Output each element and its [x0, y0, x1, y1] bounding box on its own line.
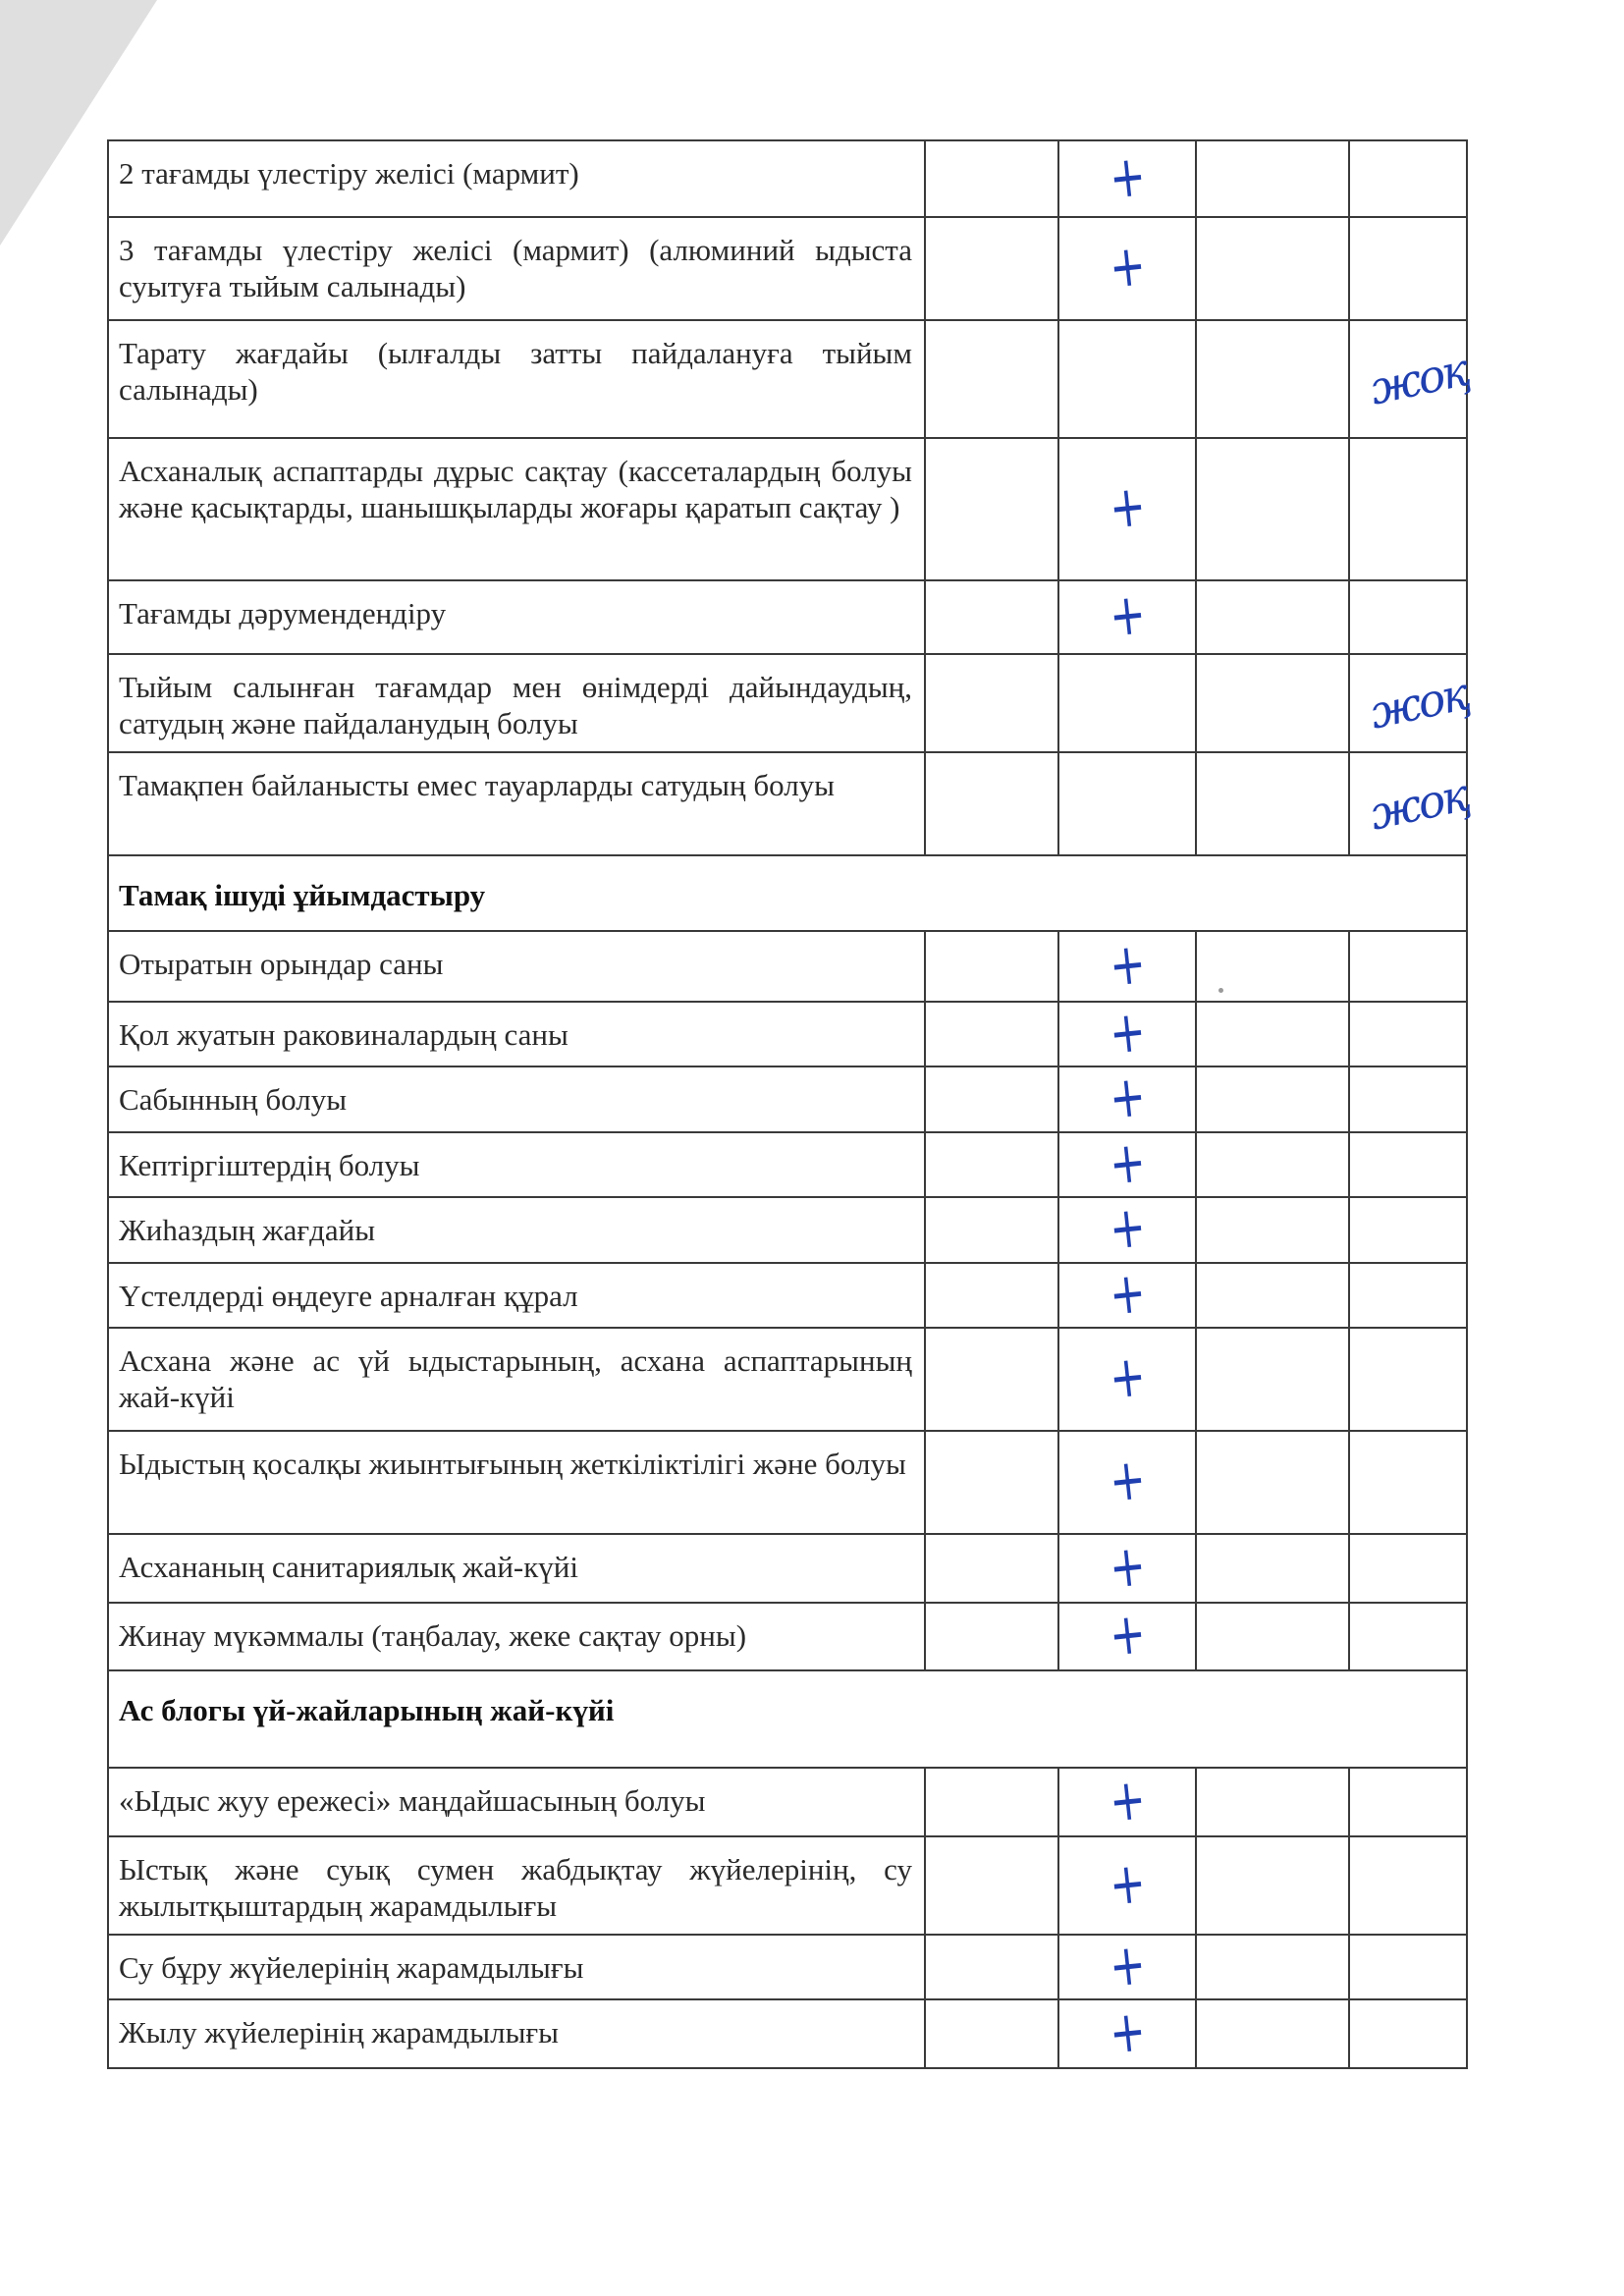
mark-cell-col-4: [1349, 1534, 1467, 1603]
criterion-label: 2 тағамды үлестіру желісі (мармит): [108, 140, 925, 217]
mark-cell-col-3: [1196, 217, 1349, 320]
criterion-label: Ыстық және суық сумен жабдықтау жүйелерінің, су жылытқыштардың жарамдылығы: [108, 1836, 925, 1935]
mark-cell-col-1: [925, 320, 1058, 438]
checklist-row: [108, 1066, 1467, 1132]
mark-cell-col-2: [1058, 1192, 1196, 1263]
criterion-label: Сабынның болуы: [108, 1066, 925, 1132]
mark-cell-col-2: [1058, 140, 1196, 217]
mark-cell-col-4: [1349, 1431, 1467, 1534]
mark-cell-col-3: [1196, 1197, 1349, 1263]
mark-cell-col-1: [925, 438, 1058, 580]
handwritten-plus-mark: +: [1106, 1341, 1149, 1412]
mark-cell-col-1: [925, 1534, 1058, 1603]
checklist-row: [108, 1999, 1467, 2068]
criterion-label: Үстелдерді өңдеуге арналған құрал: [108, 1263, 925, 1328]
checklist-row: [108, 1935, 1467, 1999]
mark-cell-col-4: [1349, 654, 1472, 752]
mark-cell-col-1: [925, 1328, 1058, 1431]
criterion-label: Тағамды дәрумендендіру: [108, 580, 925, 654]
mark-cell-col-2: [1058, 928, 1196, 1002]
mark-cell-col-2: [1058, 1257, 1196, 1329]
checklist-row: [108, 1603, 1467, 1670]
checklist-row: [108, 1132, 1467, 1197]
mark-cell-col-2: [1058, 1328, 1196, 1431]
mark-cell-col-1: [925, 1066, 1058, 1132]
checklist-row: [108, 140, 1467, 217]
mark-cell-col-1: [925, 1768, 1058, 1836]
mark-cell-col-1: [925, 1197, 1058, 1263]
checklist-row: [108, 320, 1467, 438]
mark-cell-col-3: [1196, 1066, 1349, 1132]
handwritten-plus-mark: +: [1106, 1530, 1149, 1602]
checklist-row: [108, 1328, 1467, 1431]
handwritten-plus-mark: +: [1106, 1599, 1149, 1669]
criterion-label: «Ыдыс жуу ережесі» маңдайшасының болуы: [108, 1768, 925, 1836]
checklist-row: [108, 752, 1467, 855]
mark-cell-col-2: [1058, 1995, 1196, 2068]
mark-cell-col-3: [1196, 580, 1349, 654]
handwritten-plus-mark: +: [1106, 1126, 1149, 1198]
criterion-label: Жылу жүйелерінің жарамдылығы: [108, 1999, 925, 2068]
mark-cell-col-1: [925, 1263, 1058, 1328]
mark-cell-col-2: [1058, 996, 1196, 1067]
mark-cell-col-1: [925, 752, 1058, 855]
handwritten-plus-mark: +: [1106, 996, 1149, 1067]
mark-cell-col-3: [1196, 1263, 1349, 1328]
mark-cell-col-2: [1058, 320, 1196, 438]
mark-cell-col-3: [1196, 1836, 1349, 1935]
handwritten-no-mark: жоқ: [1365, 667, 1472, 739]
checklist-row: [108, 931, 1467, 1002]
handwritten-plus-mark: +: [1106, 471, 1149, 542]
mark-cell-col-2: [1058, 1599, 1196, 1670]
mark-cell-col-4: [1349, 1768, 1467, 1836]
mark-cell-col-3: [1196, 1935, 1349, 1999]
mark-cell-col-4: [1349, 1002, 1467, 1066]
mark-cell-col-4: [1349, 1066, 1467, 1132]
mark-cell-col-4: [1349, 217, 1467, 320]
mark-cell-col-3: [1196, 1999, 1349, 2068]
checklist-row: [108, 1768, 1467, 1836]
handwritten-no-mark: жоқ: [1365, 767, 1472, 841]
criterion-label: Тарату жағдайы (ылғалды затты пайдалануға тыйым салынады): [108, 320, 925, 438]
mark-cell-col-1: [925, 654, 1058, 752]
criterion-label: Тамақпен байланысты емес тауарларды сатудың болуы: [108, 752, 925, 855]
mark-cell-col-1: [925, 1935, 1058, 1999]
mark-cell-col-2: [1058, 1431, 1196, 1534]
mark-cell-col-4: [1349, 1836, 1467, 1935]
mark-cell-col-1: [925, 1603, 1058, 1670]
checklist-row: [108, 1197, 1467, 1263]
handwritten-plus-mark: +: [1106, 1847, 1149, 1919]
mark-cell-col-1: [925, 1836, 1058, 1935]
mark-cell-col-3: [1196, 140, 1349, 217]
mark-cell-col-3: [1196, 1603, 1349, 1670]
handwritten-plus-mark: +: [1106, 1062, 1149, 1132]
mark-cell-col-2: [1058, 438, 1196, 580]
mark-cell-col-1: [925, 1002, 1058, 1066]
section-title: Ас блогы үй-жайларының жай-күйі: [108, 1670, 1467, 1768]
mark-cell-col-3: [1196, 320, 1349, 438]
criterion-label: Асхананың санитариялық жай-күйі: [108, 1534, 925, 1603]
handwritten-plus-mark: +: [1106, 1929, 1149, 2000]
mark-cell-col-4: [1349, 580, 1467, 654]
criterion-label: Тыйым салынған тағамдар мен өнімдерді дайындаудың, сатудың және пайдаланудың болуы: [108, 654, 925, 752]
mark-cell-col-2: [1058, 1126, 1196, 1198]
mark-cell-col-4: [1349, 438, 1467, 580]
mark-cell-col-4: [1349, 1935, 1467, 1999]
mark-cell-col-1: [925, 217, 1058, 320]
criterion-label: 3 тағамды үлестіру желісі (мармит) (алюминий ыдыста суытуға тыйым салынады): [108, 217, 925, 320]
mark-cell-col-4: [1349, 140, 1467, 217]
criterion-label: Асхана және ас үй ыдыстарының, асхана аспаптарының жай-күйі: [108, 1328, 925, 1431]
mark-cell-col-2: [1058, 1530, 1196, 1603]
handwritten-plus-mark: +: [1106, 140, 1149, 212]
checklist-row: [108, 438, 1467, 580]
criterion-label: Кептіргіштердің болуы: [108, 1132, 925, 1197]
mark-cell-col-3: [1196, 438, 1349, 580]
mark-cell-col-2: [1058, 1836, 1196, 1935]
mark-cell-col-4: [1349, 1999, 1467, 2068]
mark-cell-col-1: [925, 1999, 1058, 2068]
checklist-row: [108, 654, 1467, 752]
checklist-row: [108, 1431, 1467, 1534]
mark-cell-col-2: [1058, 1062, 1196, 1132]
mark-cell-col-1: [925, 140, 1058, 217]
checklist-row: [108, 1002, 1467, 1066]
mark-cell-col-2: [1058, 1929, 1196, 2000]
checklist-row: [108, 217, 1467, 320]
mark-cell-col-3: [1196, 752, 1349, 855]
mark-cell-col-3: [1196, 1431, 1349, 1534]
handwritten-plus-mark: +: [1106, 928, 1149, 1000]
mark-cell-col-1: [925, 1431, 1058, 1534]
mark-cell-col-4: [1349, 1328, 1467, 1431]
mark-cell-col-3: [1196, 1534, 1349, 1603]
mark-cell-col-1: [925, 1132, 1058, 1197]
mark-cell-col-1: [925, 580, 1058, 654]
inspection-checklist-table: [107, 139, 1472, 2069]
criterion-label: Ыдыстың қосалқы жиынтығының жеткіліктілігі және болуы: [108, 1431, 925, 1534]
mark-cell-col-3: [1196, 654, 1349, 752]
handwritten-plus-mark: +: [1106, 1995, 1149, 2067]
mark-cell-col-4: [1349, 1132, 1467, 1197]
handwritten-plus-mark: +: [1106, 231, 1149, 301]
checklist-row: [108, 580, 1467, 654]
section-header-row: [108, 1670, 1467, 1768]
mark-cell-col-3: [1196, 1768, 1349, 1836]
checklist-row: [108, 1836, 1467, 1935]
mark-cell-col-3: [1196, 1002, 1349, 1066]
handwritten-plus-mark: +: [1106, 1445, 1149, 1515]
mark-cell-col-4: [1349, 931, 1467, 1002]
mark-cell-col-4: [1349, 1263, 1467, 1328]
mark-cell-col-3: [1196, 1132, 1349, 1197]
mark-cell-col-2: [1058, 654, 1196, 752]
criterion-label: Жинау мүкәммалы (таңбалау, жеке сақтау орны): [108, 1603, 925, 1670]
mark-cell-col-1: [925, 931, 1058, 1002]
criterion-label: Қол жуатын раковиналардың саны: [108, 1002, 925, 1066]
mark-cell-col-3: [1196, 931, 1349, 1002]
mark-cell-col-4: [1349, 752, 1472, 855]
handwritten-plus-mark: +: [1106, 1192, 1149, 1263]
handwritten-plus-mark: +: [1106, 1764, 1149, 1835]
section-title: Тамақ ішуді ұйымдастыру: [108, 855, 1467, 931]
checklist-row: [108, 1263, 1467, 1328]
mark-cell-col-2: [1058, 580, 1196, 654]
section-header-row: [108, 855, 1467, 931]
checklist-row: [108, 1534, 1467, 1603]
mark-cell-col-4: [1349, 320, 1472, 438]
mark-cell-col-2: [1058, 217, 1196, 320]
criterion-label: Асханалық аспаптарды дұрыс сақтау (кассеталардың болуы және қасықтарды, шанышқыларды жоғары қаратып сақтау ): [108, 438, 925, 580]
criterion-label: Жиһаздың жағдайы: [108, 1197, 925, 1263]
mark-cell-col-2: [1058, 752, 1196, 855]
mark-cell-col-2: [1058, 1764, 1196, 1836]
criterion-label: Отыратын орындар саны: [108, 931, 925, 1002]
handwritten-plus-mark: +: [1106, 579, 1149, 650]
mark-cell-col-4: [1349, 1197, 1467, 1263]
criterion-label: Су бұру жүйелерінің жарамдылығы: [108, 1935, 925, 1999]
handwritten-no-mark: жоқ: [1365, 343, 1472, 415]
mark-cell-col-3: [1196, 1328, 1349, 1431]
mark-cell-col-4: [1349, 1603, 1467, 1670]
handwritten-plus-mark: +: [1106, 1257, 1149, 1329]
